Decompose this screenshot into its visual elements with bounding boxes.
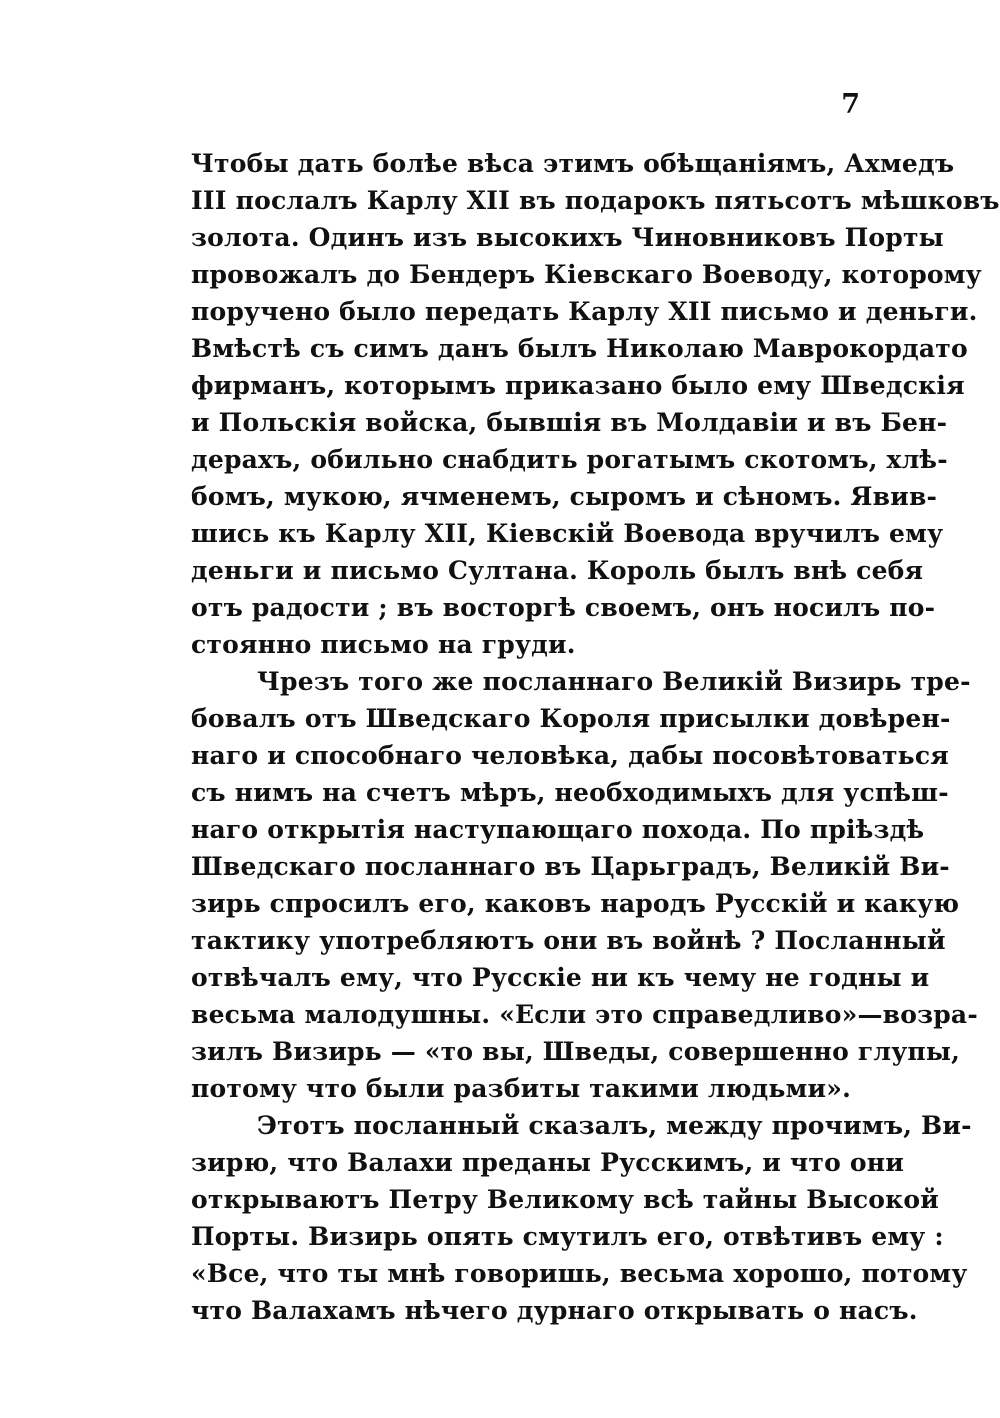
text-line: Чтобы дать болѣе вѣса этимъ обѣщаніямъ, Ахмедъ: [191, 149, 955, 178]
body-text: [191, 145, 1000, 1329]
text-line: отъ радости ; въ восторгѣ своемъ, онъ носилъ по-: [191, 593, 936, 622]
text-line: съ нимъ на счетъ мѣръ, необходимыхъ для успѣш-: [191, 778, 949, 807]
text-line: бовалъ отъ Шведскаго Короля присылки довѣрен-: [191, 704, 951, 733]
text-line: весьма малодушны. «Если это справедливо»—возра-: [191, 1000, 978, 1029]
text-line: зирю, что Валахи преданы Русскимъ, и что они: [191, 1148, 904, 1177]
text-line: «Все, что ты мнѣ говоришь, весьма хорошо, потому: [191, 1259, 968, 1288]
text-line: Порты. Визирь опять смутилъ его, отвѣтивъ ему :: [191, 1222, 944, 1251]
text-line: Чрезъ того же посланнаго Великій Визирь тре-: [257, 667, 971, 696]
page-number: 7: [841, 89, 860, 120]
text-line: Шведскаго посланнаго въ Царьградъ, Великій Ви-: [191, 852, 950, 881]
text-line: наго и способнаго человѣка, дабы посовѣтоваться: [191, 741, 949, 770]
text-line: бомъ, мукою, ячменемъ, сыромъ и сѣномъ. Явив-: [191, 482, 938, 511]
text-line: Этотъ посланный сказалъ, между прочимъ, Ви-: [257, 1111, 972, 1140]
text-line: что Валахамъ нѣчего дурнаго открывать о насъ.: [191, 1296, 918, 1325]
text-line: дерахъ, обильно снабдить рогатымъ скотомъ, хлѣ-: [191, 445, 948, 474]
text-line: шись къ Карлу XII, Кіевскій Воевода вручилъ ему: [191, 519, 944, 548]
text-line: стоянно письмо на груди.: [191, 630, 576, 659]
text-line: золота. Одинъ изъ высокихъ Чиновниковъ Порты: [191, 223, 944, 252]
text-line: и Польскія войска, бывшія въ Молдавіи и въ Бен-: [191, 408, 948, 437]
text-line: фирманъ, которымъ приказано было ему Шведскія: [191, 371, 965, 400]
text-line: потому что были разбиты такими людьми».: [191, 1074, 851, 1103]
text-line: зирь спросилъ его, каковъ народъ Русскій и какую: [191, 889, 960, 918]
text-line: открываютъ Петру Великому всѣ тайны Высокой: [191, 1185, 940, 1214]
text-line: III послалъ Карлу XII въ подарокъ пятьсотъ мѣшковъ: [191, 186, 1000, 215]
text-line: тактику употребляютъ они въ войнѣ ? Посланный: [191, 926, 946, 955]
text-line: отвѣчалъ ему, что Русскіе ни къ чему не годны и: [191, 963, 930, 992]
text-line: Вмѣстѣ съ симъ данъ былъ Николаю Маврокордато: [191, 334, 968, 363]
text-line: поручено было передать Карлу XII письмо и деньги.: [191, 297, 978, 326]
text-line: деньги и письмо Султана. Король былъ внѣ себя: [191, 556, 924, 585]
text-line: наго открытія наступающаго похода. По пріѣздѣ: [191, 815, 925, 844]
text-line: зилъ Визирь — «то вы, Шведы, совершенно глупы,: [191, 1037, 961, 1066]
text-line: провожалъ до Бендеръ Кіевскаго Воеводу, которому: [191, 260, 982, 289]
